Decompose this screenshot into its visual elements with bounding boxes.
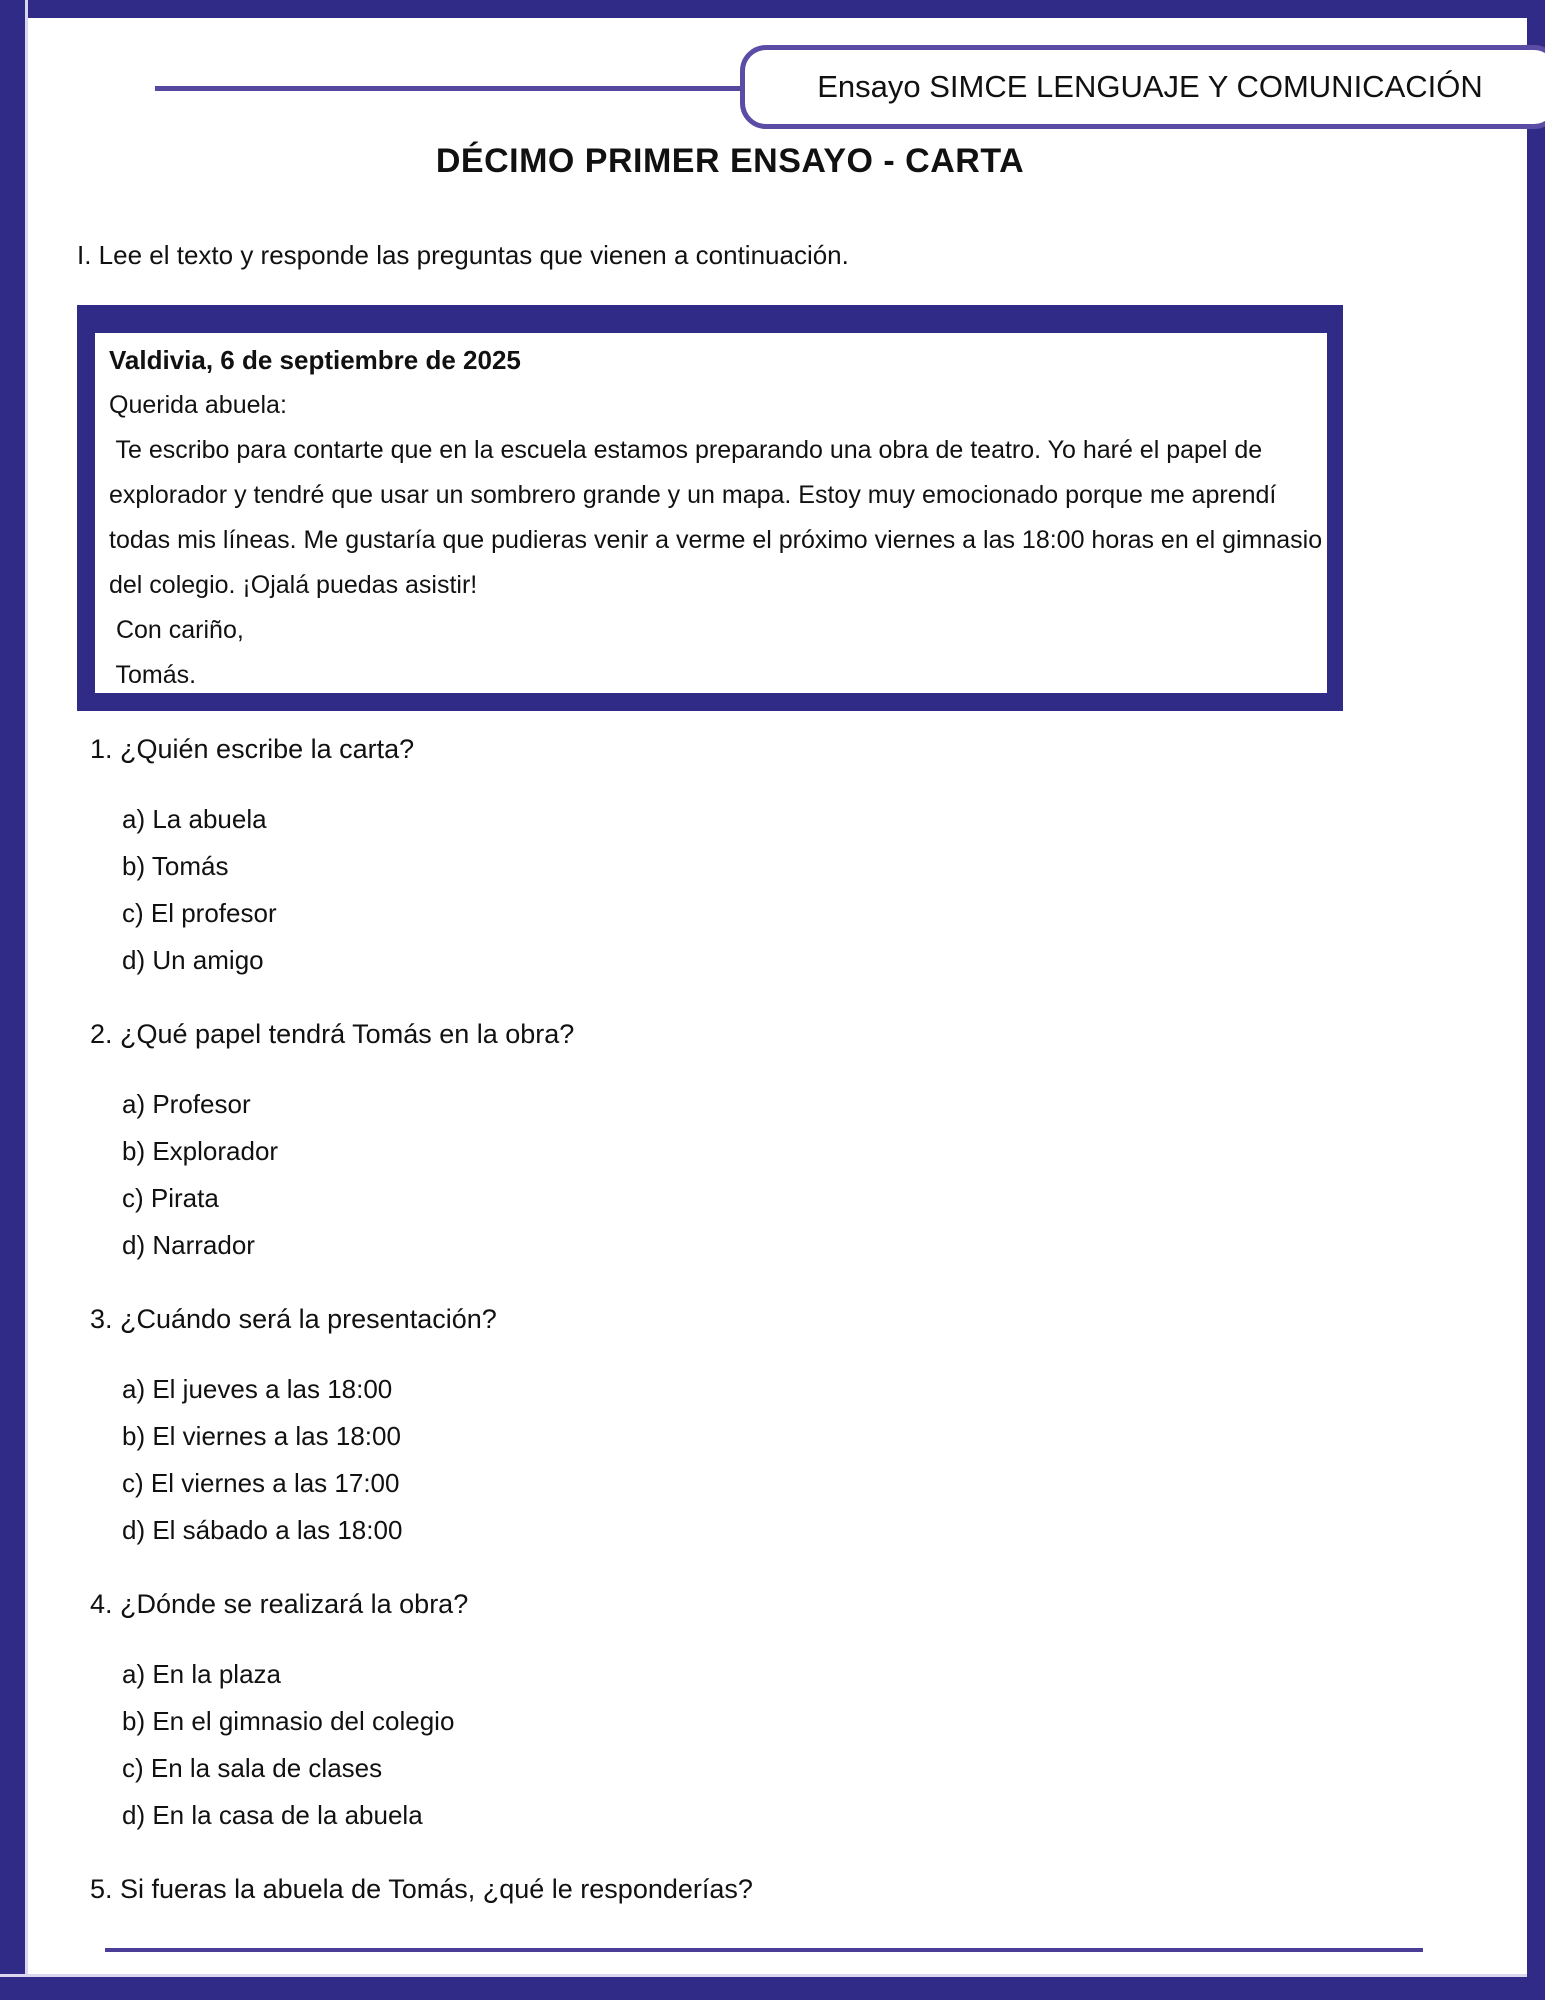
question-option: b) En el gimnasio del colegio: [122, 1706, 455, 1736]
question-option: d) El sábado a las 18:00: [122, 1515, 403, 1545]
letter-card: [77, 305, 1343, 711]
question-block: [0, 1581, 1500, 1839]
question-option: c) Pirata: [122, 1183, 219, 1213]
question-option: d) Un amigo: [122, 945, 264, 975]
page-border-top: [0, 0, 1545, 18]
question-heading: 3. ¿Cuándo será la presentación?: [90, 1304, 497, 1334]
question-block: [0, 726, 1500, 984]
questions-section: [0, 726, 1500, 1940]
question-option: a) Profesor: [122, 1089, 251, 1119]
question-heading: 5. Si fueras la abuela de Tomás, ¿qué le responderías?: [90, 1874, 753, 1904]
letter-body-line: explorador y tendré que usar un sombrero grande y un mapa. Estoy muy emocionado porque me aprendí: [109, 481, 1277, 509]
letter-date: Valdivia, 6 de septiembre de 2025: [109, 345, 521, 375]
question-option: c) En la sala de clases: [122, 1753, 383, 1783]
question-option: b) Explorador: [122, 1136, 279, 1166]
section-instruction: I. Lee el texto y responde las preguntas que vienen a continuación.: [77, 240, 849, 270]
letter-body-line: del colegio. ¡Ojalá puedas asistir!: [109, 571, 478, 599]
letter-greeting: Querida abuela:: [109, 391, 287, 419]
question-options: [0, 1366, 1500, 1554]
question-options: [0, 796, 1500, 984]
page-border-bottom: [0, 1977, 1545, 2000]
question-option: c) El profesor: [122, 898, 277, 928]
question-option: d) En la casa de la abuela: [122, 1800, 423, 1830]
question-option: a) El jueves a las 18:00: [122, 1374, 393, 1404]
header-connector-line: [155, 86, 745, 91]
question-heading: 4. ¿Dónde se realizará la obra?: [90, 1589, 469, 1619]
question-option: a) En la plaza: [122, 1659, 281, 1689]
question-option: a) La abuela: [122, 804, 267, 834]
letter-signature: Tomás.: [109, 661, 197, 689]
question-option: d) Narrador: [122, 1230, 255, 1260]
question-options: [0, 1651, 1500, 1839]
question-heading: 1. ¿Quién escribe la carta?: [90, 734, 415, 764]
question-option: b) Tomás: [122, 851, 229, 881]
answer-line: [105, 1948, 1423, 1952]
letter-content: [95, 333, 1327, 693]
question-block: [0, 1296, 1500, 1554]
header-badge: [740, 45, 1545, 129]
page-border-right: [1527, 0, 1545, 2000]
question-heading: 2. ¿Qué papel tendrá Tomás en la obra?: [90, 1019, 575, 1049]
question-option: b) El viernes a las 18:00: [122, 1421, 401, 1451]
question-block: [0, 1866, 1500, 1913]
letter-closing: Con cariño,: [109, 616, 244, 644]
letter-body-line: Te escribo para contarte que en la escuela estamos preparando una obra de teatro. Yo haré el papel de: [109, 436, 1263, 464]
question-options: [0, 1081, 1500, 1269]
letter-body-line: todas mis líneas. Me gustaría que pudieras venir a verme el próximo viernes a las 18:00 horas en el gimnasio: [109, 526, 1323, 554]
question-block: [0, 1011, 1500, 1269]
header-badge-label: Ensayo SIMCE LENGUAJE Y COMUNICACIÓN: [817, 69, 1483, 104]
page-title: DÉCIMO PRIMER ENSAYO - CARTA: [435, 142, 1025, 180]
question-option: c) El viernes a las 17:00: [122, 1468, 400, 1498]
